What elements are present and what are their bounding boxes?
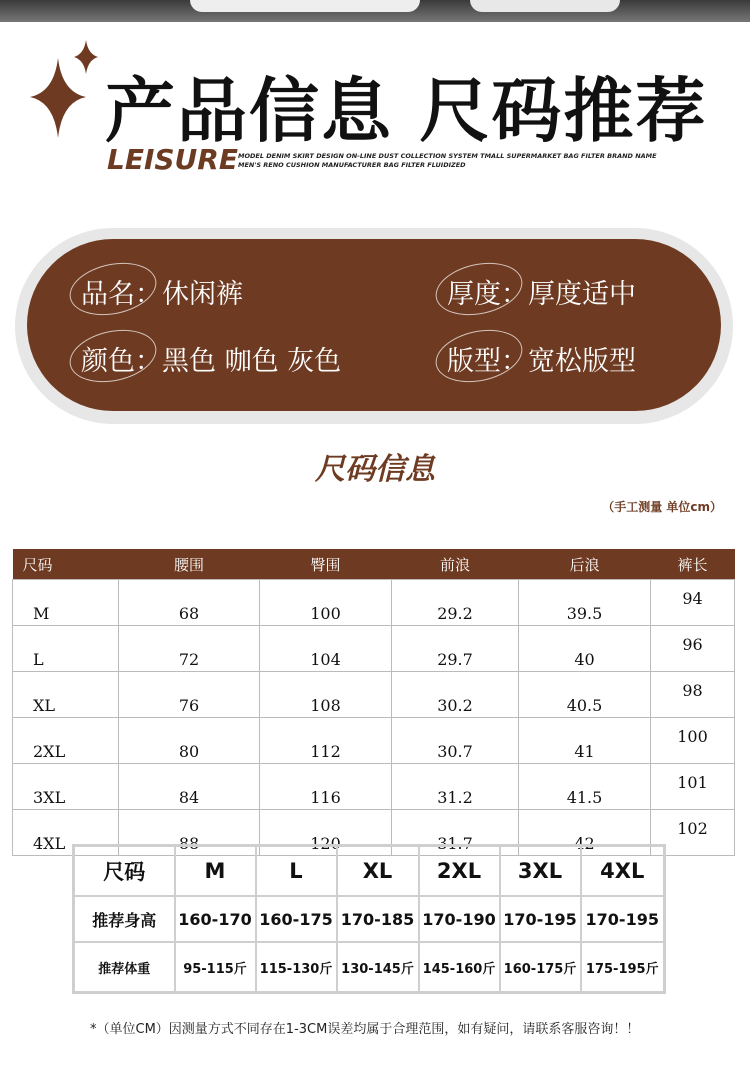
table-cell: 100	[260, 580, 392, 626]
unit-note: （手工测量 单位cm）	[602, 500, 722, 514]
table-cell: 29.2	[392, 580, 519, 626]
table-row	[13, 580, 735, 626]
table-cell: M	[13, 580, 119, 626]
label-ring-decoration	[431, 322, 527, 389]
brand-tagline	[238, 152, 658, 170]
column-header: 裤长	[651, 549, 735, 580]
column-header: 前浪	[392, 549, 519, 580]
table-cell: 80	[119, 718, 260, 764]
table-cell: 120	[260, 810, 392, 856]
size-cell: 2XL	[419, 846, 500, 897]
size-measurement-table	[12, 549, 735, 856]
thickness-row	[447, 272, 636, 311]
size-header-row	[74, 846, 665, 897]
table-cell: 101	[651, 764, 735, 810]
table-cell: 112	[260, 718, 392, 764]
color-value: 黑色 咖色 灰色	[162, 346, 342, 377]
brand-wordmark: LEISURE	[107, 143, 238, 176]
table-cell: XL	[13, 672, 119, 718]
weight-cell: 130-145斤	[337, 942, 419, 993]
shoe-image	[470, 0, 620, 12]
height-cell: 160-175	[256, 896, 337, 942]
fit-label: 版型：	[447, 346, 528, 377]
color-row	[81, 339, 341, 378]
table-cell: 29.7	[392, 626, 519, 672]
table-cell: L	[13, 626, 119, 672]
weight-label: 推荐体重	[74, 942, 175, 993]
size-cell: 3XL	[500, 846, 581, 897]
weight-cell: 175-195斤	[581, 942, 665, 993]
size-recommendation-table	[72, 844, 666, 994]
table-cell: 76	[119, 672, 260, 718]
measurement-footnote: *（单位CM）因测量方式不同存在1-3CM误差均属于合理范围，如有疑问，请联系客服咨询！！	[90, 1022, 640, 1037]
table-cell: 2XL	[13, 718, 119, 764]
table-cell: 96	[651, 626, 735, 672]
height-cell: 170-195	[581, 896, 665, 942]
column-header: 臀围	[260, 549, 392, 580]
table-row	[13, 626, 735, 672]
table-cell: 94	[651, 580, 735, 626]
tagline-line: MODEL DENIM SKIRT DESIGN ON-LINE DUST COLLECTION SYSTEM TMALL SUPERMARKET BAG FILTER BRAND NAME	[238, 152, 657, 160]
fit-value: 宽松版型	[528, 346, 636, 377]
table-cell: 104	[260, 626, 392, 672]
table-header-row	[13, 549, 735, 580]
table-cell: 98	[651, 672, 735, 718]
size-cell: M	[175, 846, 256, 897]
table-row	[13, 718, 735, 764]
color-label: 颜色：	[81, 346, 162, 377]
weight-cell: 115-130斤	[256, 942, 337, 993]
shoe-image	[190, 0, 420, 12]
table-cell: 40	[519, 626, 651, 672]
table-cell: 42	[519, 810, 651, 856]
height-cell: 160-170	[175, 896, 256, 942]
table-cell: 40.5	[519, 672, 651, 718]
label-ring-decoration	[431, 255, 527, 322]
height-row	[74, 896, 665, 942]
label-ring-decoration	[65, 322, 161, 389]
table-cell: 116	[260, 764, 392, 810]
product-name-label: 品名：	[81, 279, 162, 310]
height-cell: 170-195	[500, 896, 581, 942]
table-cell: 100	[651, 718, 735, 764]
table-cell: 3XL	[13, 764, 119, 810]
table-cell: 102	[651, 810, 735, 856]
size-cell: 4XL	[581, 846, 665, 897]
table-cell: 31.2	[392, 764, 519, 810]
table-row	[13, 764, 735, 810]
table-cell: 31.7	[392, 810, 519, 856]
table-cell: 41.5	[519, 764, 651, 810]
height-label: 推荐身高	[74, 896, 175, 942]
table-cell: 68	[119, 580, 260, 626]
weight-cell: 160-175斤	[500, 942, 581, 993]
size-cell: L	[256, 846, 337, 897]
table-cell: 39.5	[519, 580, 651, 626]
table-cell: 30.7	[392, 718, 519, 764]
label-ring-decoration	[65, 255, 161, 322]
fit-row	[447, 339, 636, 378]
page-title: 产品信息 尺码推荐	[105, 70, 708, 152]
height-cell: 170-185	[337, 896, 419, 942]
product-name-value: 休闲裤	[162, 279, 243, 310]
table-cell: 88	[119, 810, 260, 856]
size-header-label: 尺码	[74, 846, 175, 897]
table-cell: 41	[519, 718, 651, 764]
column-header: 腰围	[119, 549, 260, 580]
weight-cell: 145-160斤	[419, 942, 500, 993]
thickness-value: 厚度适中	[528, 279, 636, 310]
product-name-row	[81, 272, 243, 311]
weight-cell: 95-115斤	[175, 942, 256, 993]
column-header: 尺码	[13, 549, 119, 580]
size-info-title: 尺码信息	[315, 452, 435, 487]
table-cell: 30.2	[392, 672, 519, 718]
table-cell: 4XL	[13, 810, 119, 856]
product-photo-strip	[0, 0, 750, 22]
thickness-label: 厚度：	[447, 279, 528, 310]
table-cell: 72	[119, 626, 260, 672]
height-cell: 170-190	[419, 896, 500, 942]
column-header: 后浪	[519, 549, 651, 580]
weight-row	[74, 942, 665, 993]
table-cell: 84	[119, 764, 260, 810]
size-cell: XL	[337, 846, 419, 897]
sparkle-icon	[28, 40, 108, 140]
table-cell: 108	[260, 672, 392, 718]
table-row	[13, 672, 735, 718]
tagline-line: MEN'S RENO CUSHION MANUFACTURER BAG FILTER FLUIDIZED	[238, 161, 466, 169]
product-info-panel	[27, 239, 721, 411]
